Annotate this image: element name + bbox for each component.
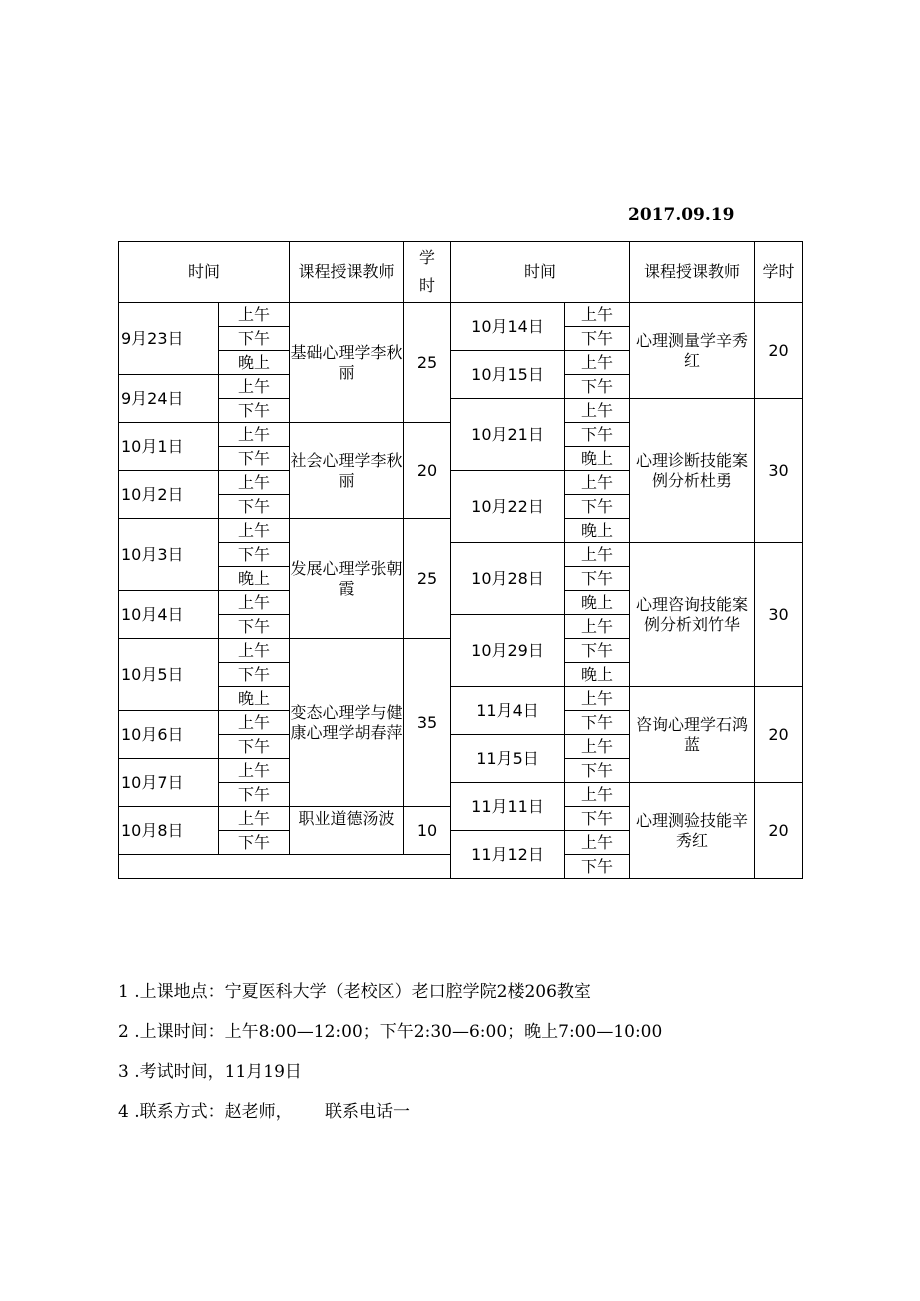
period-cell: 上午: [219, 807, 290, 831]
period-cell: 晚上: [219, 351, 290, 375]
hours-cell: 10: [404, 807, 451, 855]
period-cell: 上午: [565, 303, 630, 327]
date-cell: 10月1日: [119, 423, 219, 471]
date-cell: 10月21日: [451, 399, 565, 471]
period-cell: 上午: [219, 759, 290, 783]
period-cell: 下午: [219, 447, 290, 471]
date-cell: 10月15日: [451, 351, 565, 399]
hours-cell: 25: [404, 303, 451, 423]
period-cell: 上午: [565, 735, 630, 759]
date-cell: 10月7日: [119, 759, 219, 807]
date-cell: 10月29日: [451, 615, 565, 687]
note-class-time: 2 .上课时间：上午8:00—12:00；下午2:30—6:00；晚上7:00—10:00: [118, 1022, 663, 1042]
hours-cell: 25: [404, 519, 451, 639]
period-cell: 下午: [219, 543, 290, 567]
hours-cell: 30: [755, 543, 803, 687]
period-cell: 下午: [219, 831, 290, 855]
period-cell: 晚上: [219, 567, 290, 591]
course-cell: 心理测验技能辛秀红: [630, 783, 755, 879]
header-hours-left: 学 时: [404, 242, 451, 303]
period-cell: 晚上: [565, 519, 630, 543]
period-cell: 上午: [219, 471, 290, 495]
period-cell: 上午: [565, 399, 630, 423]
date-cell: 9月24日: [119, 375, 219, 423]
header-time-right: 时间: [451, 242, 630, 303]
period-cell: 下午: [565, 495, 630, 519]
date-cell: 10月8日: [119, 807, 219, 855]
period-cell: 晚上: [565, 663, 630, 687]
header-row: [119, 242, 803, 303]
period-cell: 下午: [219, 735, 290, 759]
course-cell: 心理诊断技能案例分析杜勇: [630, 399, 755, 543]
date-cell: 10月3日: [119, 519, 219, 591]
date-cell: 10月28日: [451, 543, 565, 615]
period-cell: 上午: [219, 303, 290, 327]
course-cell: 咨询心理学石鸿蓝: [630, 687, 755, 783]
course-cell: 发展心理学张朝霞: [290, 519, 404, 639]
note-contact: 4 .联系方式：赵老师， 联系电话一: [118, 1102, 411, 1122]
period-cell: 上午: [565, 471, 630, 495]
date-cell: 11月4日: [451, 687, 565, 735]
period-cell: 下午: [565, 375, 630, 399]
period-cell: 下午: [565, 327, 630, 351]
period-cell: 上午: [219, 639, 290, 663]
course-cell: 社会心理学李秋丽: [290, 423, 404, 519]
header-hours-right: 学时: [755, 242, 803, 303]
period-cell: 晚上: [219, 687, 290, 711]
period-cell: 下午: [219, 663, 290, 687]
period-cell: 下午: [219, 495, 290, 519]
course-cell: 基础心理学李秋丽: [290, 303, 404, 423]
hours-cell: 35: [404, 639, 451, 807]
period-cell: 下午: [565, 759, 630, 783]
hours-cell: 20: [404, 423, 451, 519]
period-cell: 上午: [565, 687, 630, 711]
course-cell: 心理测量学辛秀红: [630, 303, 755, 399]
document-date: 2017.09.19: [628, 205, 735, 225]
course-cell: 职业道德汤波: [290, 807, 404, 855]
period-cell: 下午: [565, 567, 630, 591]
period-cell: 下午: [219, 783, 290, 807]
period-cell: 上午: [565, 831, 630, 855]
period-cell: 上午: [219, 375, 290, 399]
period-cell: 下午: [565, 423, 630, 447]
date-cell: 11月5日: [451, 735, 565, 783]
period-cell: 下午: [565, 807, 630, 831]
header-course-right: 课程授课教师: [630, 242, 755, 303]
schedule-table: [118, 241, 803, 879]
hours-cell: 20: [755, 687, 803, 783]
period-cell: 上午: [219, 519, 290, 543]
note-location: 1 .上课地点：宁夏医科大学（老校区）老口腔学院2楼206教室: [118, 982, 591, 1002]
notes-section: [118, 980, 662, 1140]
period-cell: 上午: [219, 711, 290, 735]
period-cell: 下午: [219, 615, 290, 639]
period-cell: 下午: [565, 855, 630, 879]
period-cell: 上午: [219, 423, 290, 447]
header-time-left: 时间: [119, 242, 290, 303]
period-cell: 晚上: [565, 447, 630, 471]
hours-cell: 30: [755, 399, 803, 543]
date-cell: 10月5日: [119, 639, 219, 711]
empty-cell: [119, 855, 451, 879]
date-cell: 11月11日: [451, 783, 565, 831]
date-cell: 10月22日: [451, 471, 565, 543]
course-cell: 变态心理学与健康心理学胡春萍: [290, 639, 404, 807]
period-cell: 下午: [565, 711, 630, 735]
date-cell: 10月6日: [119, 711, 219, 759]
period-cell: 上午: [565, 615, 630, 639]
date-cell: 11月12日: [451, 831, 565, 879]
period-cell: 下午: [219, 399, 290, 423]
period-cell: 上午: [219, 591, 290, 615]
period-cell: 下午: [565, 639, 630, 663]
course-cell: 心理咨询技能案例分析刘竹华: [630, 543, 755, 687]
hours-cell: 20: [755, 783, 803, 879]
period-cell: 晚上: [565, 591, 630, 615]
period-cell: 上午: [565, 543, 630, 567]
header-course-left: 课程授课教师: [290, 242, 404, 303]
date-cell: 9月23日: [119, 303, 219, 375]
date-cell: 10月4日: [119, 591, 219, 639]
note-exam-time: 3 .考试时间，11月19日: [118, 1062, 302, 1082]
date-cell: 10月2日: [119, 471, 219, 519]
period-cell: 下午: [219, 327, 290, 351]
period-cell: 上午: [565, 783, 630, 807]
date-cell: 10月14日: [451, 303, 565, 351]
period-cell: 上午: [565, 351, 630, 375]
hours-cell: 20: [755, 303, 803, 399]
